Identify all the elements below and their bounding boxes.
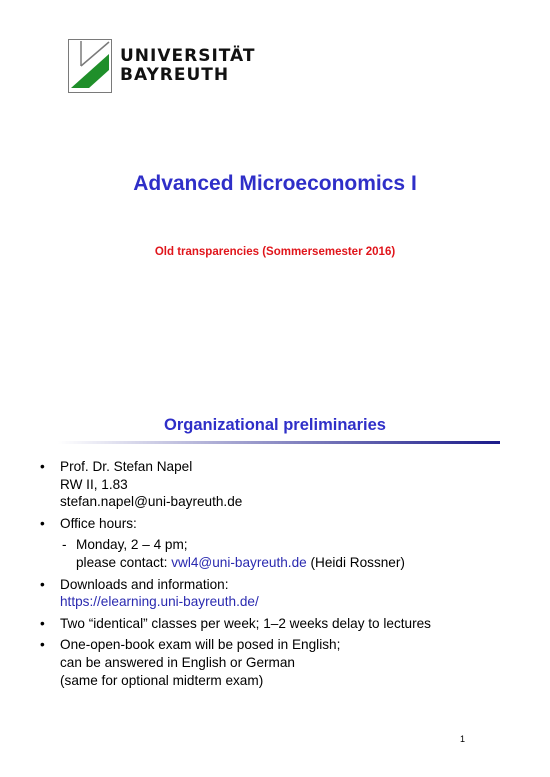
- logo-wordmark: [120, 47, 256, 85]
- bullet-icon: •: [40, 615, 45, 631]
- page-subtitle: Old transparencies (Sommersemester 2016): [154, 246, 396, 258]
- exam-line-3: (same for optional midterm exam): [60, 672, 264, 688]
- bullet-list: [38, 458, 518, 693]
- logo-emblem-icon: [68, 39, 112, 93]
- exam-line-1: One-open-book exam will be posed in English;: [60, 637, 341, 653]
- list-item-office-hours: [38, 515, 518, 572]
- bullet-icon: •: [40, 637, 45, 653]
- classes-text: Two “identical” classes per week; 1–2 weeks delay to lectures: [60, 615, 431, 631]
- downloads-label: Downloads and information:: [60, 576, 229, 592]
- office-hours-detail: [60, 536, 518, 571]
- contact-suffix: (Heidi Rossner): [310, 554, 405, 570]
- bullet-icon: •: [40, 576, 45, 592]
- professor-email: stefan.napel@uni-bayreuth.de: [60, 494, 243, 510]
- list-item-exam: [38, 636, 518, 689]
- bullet-icon: •: [40, 515, 45, 531]
- page-number: 1: [460, 734, 466, 744]
- logo-line-1: UNIVERSITÄT: [120, 46, 256, 66]
- list-item-contact: [38, 458, 518, 511]
- bullet-icon: •: [40, 459, 45, 474]
- elearning-link[interactable]: https://elearning.uni-bayreuth.de/: [60, 594, 259, 610]
- contact-prefix: please contact:: [76, 554, 168, 570]
- list-item-classes: [38, 615, 518, 633]
- contact-email-link[interactable]: vwl4@uni-bayreuth.de: [171, 554, 307, 570]
- office-hours-time: Monday, 2 – 4 pm;: [76, 537, 188, 553]
- section-title: Organizational preliminaries: [164, 416, 386, 434]
- section-divider: [58, 441, 500, 444]
- exam-line-2: can be answered in English or German: [60, 654, 295, 670]
- logo-line-2: BAYREUTH: [120, 65, 230, 85]
- office-room: RW II, 1.83: [60, 476, 128, 492]
- office-hours-label: Office hours:: [60, 515, 137, 531]
- office-contact-line: [76, 554, 405, 572]
- professor-name: Prof. Dr. Stefan Napel: [60, 459, 193, 474]
- page-title: Advanced Microeconomics I: [133, 172, 417, 195]
- dash-icon: -: [62, 537, 67, 553]
- list-item-downloads: [38, 576, 518, 611]
- university-logo: [68, 36, 256, 96]
